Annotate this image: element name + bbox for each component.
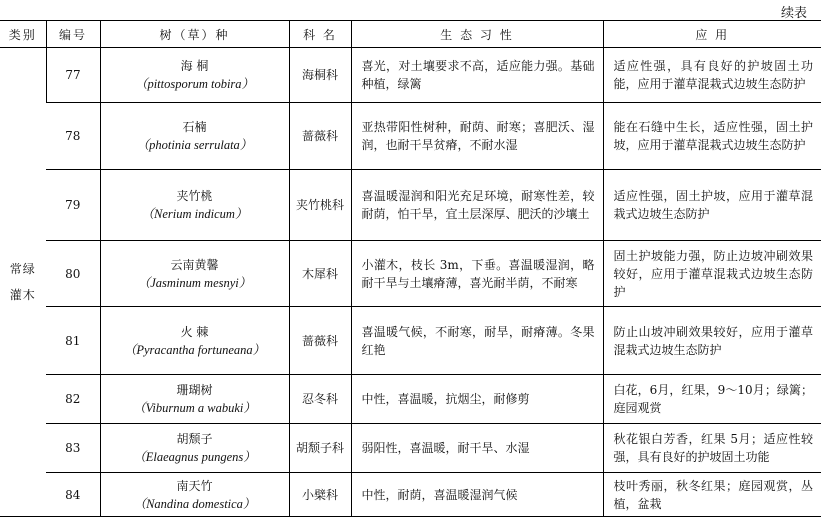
- species-latin-name: （Viburnum a wabuki）: [133, 401, 256, 415]
- table-row: [0, 241, 821, 307]
- continued-label: 续表: [780, 6, 807, 21]
- category-line-1: 常绿: [9, 262, 36, 276]
- table-row: [0, 307, 821, 375]
- category-line-2: 灌木: [9, 288, 36, 302]
- species-chinese-name: 胡颓子: [176, 432, 213, 446]
- row-number: 81: [46, 307, 100, 375]
- table-row: [0, 170, 821, 241]
- header-number: 编号: [46, 21, 100, 48]
- row-number: 78: [46, 103, 100, 170]
- header-ecology: 生 态 习 性: [351, 21, 603, 48]
- species-cell: [100, 424, 289, 473]
- species-chinese-name: 南天竹: [176, 478, 213, 493]
- row-number: 80: [46, 241, 100, 307]
- species-chinese-name: 火 棘: [180, 324, 209, 339]
- species-latin-name: （Pyracantha fortuneana）: [123, 342, 266, 357]
- header-application: 应 用: [603, 21, 821, 48]
- row-number: 83: [46, 424, 100, 473]
- family-cell: 海桐科: [289, 48, 351, 103]
- row-number: 79: [46, 170, 100, 241]
- species-latin-name: （Jasminum mesnyi）: [137, 275, 252, 290]
- species-cell: [100, 103, 289, 170]
- species-cell: [100, 170, 289, 241]
- header-species: 树（草）种: [100, 21, 289, 48]
- row-number: 82: [46, 375, 100, 424]
- category-cell: [0, 48, 46, 517]
- species-chinese-name: 云南黄馨: [170, 257, 219, 272]
- family-cell: 小檗科: [289, 473, 351, 517]
- family-cell: 木犀科: [289, 241, 351, 307]
- family-cell: 忍冬科: [289, 375, 351, 424]
- header-row: [0, 21, 821, 48]
- table-row: [0, 473, 821, 517]
- species-latin-name: （Nandina domestica）: [133, 496, 256, 511]
- row-number: 84: [46, 473, 100, 517]
- family-cell: 胡颓子科: [289, 424, 351, 473]
- application-cell: 固土护坡能力强，防止边坡冲刷效果较好，应用于灌草混栽式边坡生态防护: [603, 241, 821, 307]
- table-row: [0, 103, 821, 170]
- family-cell: 蔷薇科: [289, 103, 351, 170]
- header-family: 科 名: [289, 21, 351, 48]
- application-cell: 枝叶秀丽，秋冬红果；庭园观赏，丛植，盆栽: [603, 473, 821, 517]
- ecology-cell: 弱阳性，喜温暖，耐干旱、水湿: [351, 424, 603, 473]
- species-table: [0, 20, 821, 517]
- application-cell: 白花，6月，红果，9～10月；绿篱；庭园观赏: [603, 375, 821, 424]
- ecology-cell: 中性，喜温暖，抗烟尘，耐修剪: [351, 375, 603, 424]
- species-latin-name: （pittosporum tobira）: [134, 77, 255, 91]
- ecology-cell: 喜温暖湿润和阳光充足环境，耐寒性差，较耐荫，怕干旱，宜土层深厚、肥沃的沙壤土: [351, 170, 603, 241]
- family-cell: 夹竹桃科: [289, 170, 351, 241]
- species-chinese-name: 石楠: [182, 120, 207, 134]
- ecology-cell: 中性，耐荫，喜温暖湿润气候: [351, 473, 603, 517]
- ecology-cell: 小灌木，枝长 3m，下垂。喜温暖湿润，略耐干旱与土壤瘠薄，喜光耐半荫，不耐寒: [351, 241, 603, 307]
- family-cell: 蔷薇科: [289, 307, 351, 375]
- application-cell: 适应性强，具有良好的护坡固土功能，应用于灌草混栽式边坡生态防护: [603, 48, 821, 103]
- species-chinese-name: 珊瑚树: [176, 383, 213, 397]
- ecology-cell: 喜光，对土壤要求不高，适应能力强。基础种植，绿篱: [351, 48, 603, 103]
- species-latin-name: （photinia serrulata）: [136, 138, 253, 152]
- species-cell: [100, 307, 289, 375]
- header-category: 类别: [0, 21, 46, 48]
- species-cell: [100, 241, 289, 307]
- ecology-cell: 亚热带阳性树种，耐荫、耐寒；喜肥沃、湿润，也耐干旱贫瘠，不耐水湿: [351, 103, 603, 170]
- ecology-cell: 喜温暖气候，不耐寒，耐旱，耐瘠薄。冬果红艳: [351, 307, 603, 375]
- species-latin-name: （Elaeagnus pungens）: [133, 450, 256, 464]
- species-chinese-name: 夹竹桃: [176, 189, 213, 203]
- application-cell: 秋花银白芳香，红果 5月；适应性较强，具有良好的护坡固土功能: [603, 424, 821, 473]
- application-cell: 适应性强，固土护坡，应用于灌草混栽式边坡生态防护: [603, 170, 821, 241]
- species-cell: [100, 375, 289, 424]
- species-cell: [100, 473, 289, 517]
- application-cell: 能在石缝中生长，适应性强，固土护坡，应用于灌草混栽式边坡生态防护: [603, 103, 821, 170]
- table-row: [0, 48, 821, 103]
- species-cell: [100, 48, 289, 103]
- row-number: 77: [46, 48, 100, 103]
- species-chinese-name: 海 桐: [180, 59, 209, 73]
- table-row: [0, 375, 821, 424]
- application-cell: 防止山坡冲刷效果较好，应用于灌草混栽式边坡生态防护: [603, 307, 821, 375]
- species-latin-name: （Nerium indicum）: [141, 207, 248, 221]
- table-row: [0, 424, 821, 473]
